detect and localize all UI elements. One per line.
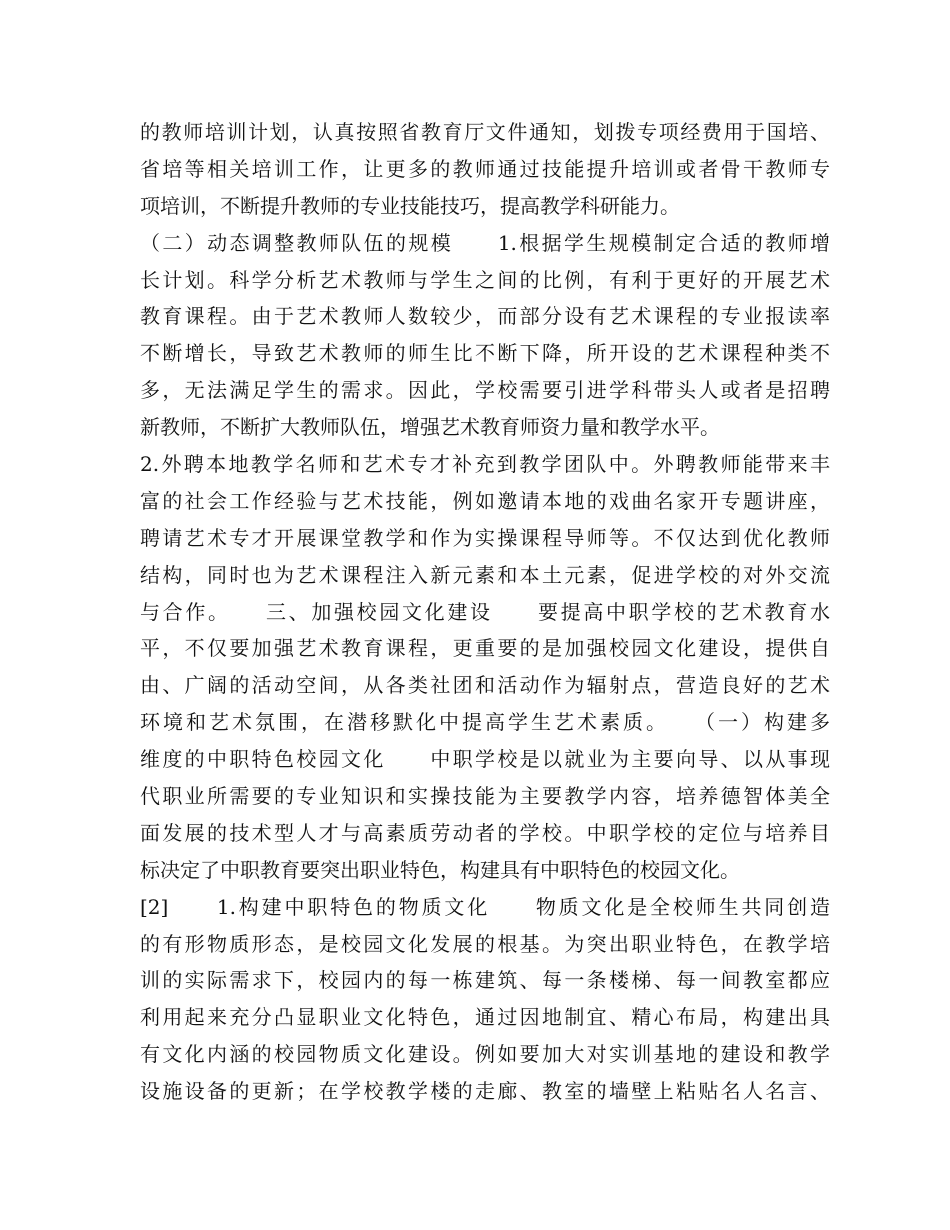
text-line: [2] 1.构建中职特色的物质文化 物质文化是全校师生共同创造 bbox=[140, 894, 830, 919]
text-line: 结构，同时也为艺术课程注入新元素和本土元素，促进学校的对外交流 bbox=[140, 562, 830, 587]
text-line: 不断增长，导致艺术教师的师生比不断下降，所开设的艺术课程种类不 bbox=[140, 341, 830, 366]
text-line: 与合作。 三、加强校园文化建设 要提高中职学校的艺术教育水 bbox=[140, 599, 830, 624]
text-line: 聘请艺术专才开展课堂教学和作为实操课程导师等。不仅达到优化教师 bbox=[140, 525, 830, 550]
text-line: 省培等相关培训工作，让更多的教师通过技能提升培训或者骨干教师专 bbox=[140, 156, 830, 181]
text-line: 由、广阔的活动空间，从各类社团和活动作为辐射点，营造良好的艺术 bbox=[140, 673, 830, 698]
body-text bbox=[140, 114, 830, 1110]
text-line: 标决定了中职教育要突出职业特色，构建具有中职特色的校园文化。 bbox=[140, 857, 740, 882]
text-line: 环境和艺术氛围，在潜移默化中提高学生艺术素质。 （一）构建多 bbox=[140, 710, 830, 735]
text-line: 项培训，不断提升教师的专业技能技巧，提高教学科研能力。 bbox=[140, 193, 680, 218]
text-line: 多，无法满足学生的需求。因此，学校需要引进学科带头人或者是招聘 bbox=[140, 378, 830, 403]
text-line: 的教师培训计划，认真按照省教育厅文件通知，划拨专项经费用于国培、 bbox=[140, 120, 830, 144]
text-line: 设施设备的更新；在学校教学楼的走廊、教室的墙壁上粘贴名人名言、 bbox=[140, 1079, 830, 1104]
text-line: 富的社会工作经验与艺术技能，例如邀请本地的戏曲名家开专题讲座， bbox=[140, 488, 830, 513]
text-line: 教育课程。由于艺术教师人数较少，而部分设有艺术课程的专业报读率 bbox=[140, 304, 830, 329]
text-line: 新教师，不断扩大教师队伍，增强艺术教育师资力量和教学水平。 bbox=[140, 415, 720, 440]
text-line: 有文化内涵的校园物质文化建设。例如要加大对实训基地的建设和教学 bbox=[140, 1042, 830, 1067]
text-line: 利用起来充分凸显职业文化特色，通过因地制宜、精心布局，构建出具 bbox=[140, 1005, 830, 1030]
text-line: （二）动态调整教师队伍的规模 1.根据学生规模制定合适的教师增 bbox=[140, 230, 830, 255]
text-line: 维度的中职特色校园文化 中职学校是以就业为主要向导、以从事现 bbox=[140, 747, 830, 772]
text-line: 面发展的技术型人才与高素质劳动者的学校。中职学校的定位与培养目 bbox=[140, 820, 830, 845]
text-line: 长计划。科学分析艺术教师与学生之间的比例，有利于更好的开展艺术 bbox=[140, 267, 830, 292]
text-line: 2.外聘本地教学名师和艺术专才补充到教学团队中。外聘教师能带来丰 bbox=[140, 452, 830, 477]
text-line: 代职业所需要的专业知识和实操技能为主要教学内容，培养德智体美全 bbox=[140, 784, 830, 809]
text-line: 平，不仅要加强艺术教育课程，更重要的是加强校园文化建设，提供自 bbox=[140, 636, 830, 661]
text-line: 训的实际需求下，校园内的每一栋建筑、每一条楼梯、每一间教室都应 bbox=[140, 968, 830, 993]
text-line: 的有形物质形态，是校园文化发展的根基。为突出职业特色，在教学培 bbox=[140, 931, 830, 956]
